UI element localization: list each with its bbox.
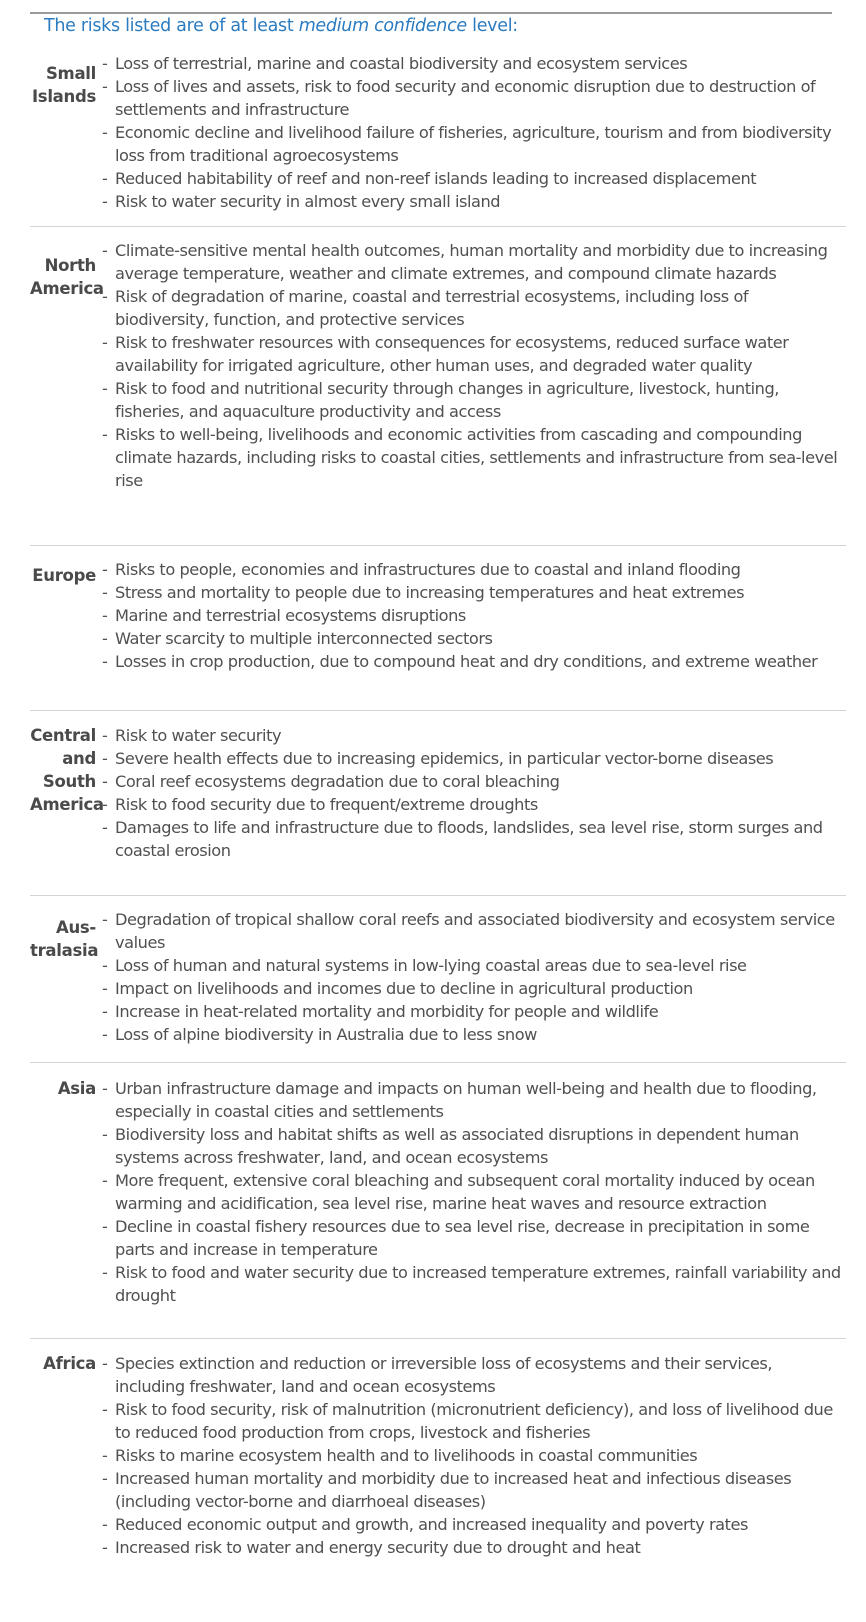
section-asia [30, 1062, 846, 1305]
risk-item: - Risk to food and water security due to increased temperature extremes, rainfall variability and drought [102, 1261, 846, 1307]
risk-item: - Loss of alpine biodiversity in Australia due to less snow [102, 1023, 846, 1046]
region-label-africa [30, 1352, 96, 1375]
risk-item: - Risks to well-being, livelihoods and economic activities from cascading and compounding climate hazards, including risks to coastal cities, settlements and infrastructure from sea-level rise [102, 423, 846, 492]
risk-list-asia [102, 1077, 846, 1307]
risk-item: - Risk of degradation of marine, coastal and terrestrial ecosystems, including loss of biodiversity, function, and protective services [102, 285, 846, 331]
section-africa [30, 1338, 846, 1557]
section-north-america [30, 226, 846, 490]
region-label-line: America [30, 279, 104, 298]
risk-item: - Water scarcity to multiple interconnected sectors [102, 627, 846, 650]
risk-item: - Stress and mortality to people due to increasing temperatures and heat extremes [102, 581, 846, 604]
risk-item: - More frequent, extensive coral bleaching and subsequent coral mortality induced by ocean warming and acidification, sea level rise, marine heat waves and resource extraction [102, 1169, 846, 1215]
region-label-central-south-america [30, 724, 104, 816]
risk-item: - Degradation of tropical shallow coral reefs and associated biodiversity and ecosystem service values [102, 908, 846, 954]
region-label-asia [30, 1077, 96, 1100]
risk-item: - Reduced economic output and growth, and increased inequality and poverty rates [102, 1513, 846, 1536]
risk-item: - Damages to life and infrastructure due to floods, landslides, sea level rise, storm surges and coastal erosion [102, 816, 846, 862]
region-label-line: Asia [57, 1079, 96, 1098]
risk-item: - Impact on livelihoods and incomes due to decline in agricultural production [102, 977, 846, 1000]
section-central-south-america [30, 710, 846, 860]
region-label-line: and [62, 749, 96, 768]
risk-item: - Risk to freshwater resources with consequences for ecosystems, reduced surface water availability for irrigated agriculture, other human uses, and degraded water quality [102, 331, 846, 377]
risk-list-north-america [102, 239, 846, 492]
risk-item: - Risk to water security in almost every small island [102, 190, 846, 213]
section-australasia [30, 895, 846, 1044]
risk-item: - Risk to food and nutritional security through changes in agriculture, livestock, hunting, fisheries, and aquaculture productivity and access [102, 377, 846, 423]
risk-item: - Increase in heat-related mortality and morbidity for people and wildlife [102, 1000, 846, 1023]
risk-item: - Reduced habitability of reef and non-reef islands leading to increased displacement [102, 167, 846, 190]
risk-item: - Risks to people, economies and infrastructures due to coastal and inland flooding [102, 558, 846, 581]
risk-list-small-islands [102, 52, 846, 213]
region-label-line: tralasia [30, 941, 99, 960]
risk-item: - Economic decline and livelihood failure of fisheries, agriculture, tourism and from biodiversity loss from traditional agroecosystems [102, 121, 846, 167]
risk-item: - Severe health effects due to increasing epidemics, in particular vector-borne diseases [102, 747, 846, 770]
risk-item: - Marine and terrestrial ecosystems disruptions [102, 604, 846, 627]
region-label-line: Small [45, 64, 96, 83]
risk-item: - Biodiversity loss and habitat shifts as well as associated disruptions in dependent human systems across freshwater, land, and ocean ecosystems [102, 1123, 846, 1169]
region-label-line: Aus- [56, 918, 96, 937]
region-label-line: America [30, 795, 104, 814]
region-label-line: South [42, 772, 96, 791]
risk-item: - Increased human mortality and morbidity due to increased heat and infectious diseases (including vector-borne and diarrhoeal diseases) [102, 1467, 846, 1513]
region-label-line: Europe [32, 566, 96, 585]
region-label-north-america [30, 254, 104, 300]
region-label-line: North [44, 256, 96, 275]
confidence-note-prefix: The risks listed are of at least [44, 16, 299, 36]
region-label-small-islands [30, 62, 96, 108]
risk-item: - Risks to marine ecosystem health and to livelihoods in coastal communities [102, 1444, 846, 1467]
risk-item: - Climate-sensitive mental health outcomes, human mortality and morbidity due to increasing average temperature, weather and climate extremes, and compound climate hazards [102, 239, 846, 285]
risk-item: - Losses in crop production, due to compound heat and dry conditions, and extreme weather [102, 650, 846, 673]
region-label-line: Africa [43, 1354, 96, 1373]
risk-item: - Decline in coastal fishery resources due to sea level rise, decrease in precipitation in some parts and increase in temperature [102, 1215, 846, 1261]
risk-item: - Species extinction and reduction or irreversible loss of ecosystems and their services, including freshwater, land and ocean ecosystems [102, 1352, 846, 1398]
risk-list-africa [102, 1352, 846, 1559]
risk-item: - Risk to water security [102, 724, 846, 747]
risk-list-central-south-america [102, 724, 846, 862]
confidence-note-emphasis: medium confidence [298, 16, 467, 36]
region-label-europe [30, 564, 96, 587]
risk-list-australasia [102, 908, 846, 1046]
risk-item: - Increased risk to water and energy security due to drought and heat [102, 1536, 846, 1559]
confidence-note-suffix: level: [466, 16, 518, 36]
top-rule [30, 12, 832, 14]
section-europe [30, 545, 846, 671]
risk-item: - Loss of terrestrial, marine and coastal biodiversity and ecosystem services [102, 52, 846, 75]
risk-item: - Coral reef ecosystems degradation due to coral bleaching [102, 770, 846, 793]
region-label-line: Islands [31, 87, 96, 106]
risk-item: - Loss of lives and assets, risk to food security and economic disruption due to destruction of settlements and infrastructure [102, 75, 846, 121]
risk-list-europe [102, 558, 846, 673]
region-label-line: Central [30, 726, 96, 745]
risk-item: - Loss of human and natural systems in low-lying coastal areas due to sea-level rise [102, 954, 846, 977]
risk-item: - Risk to food security, risk of malnutrition (micronutrient deficiency), and loss of livelihood due to reduced food production from crops, livestock and fisheries [102, 1398, 846, 1444]
risk-item: - Risk to food security due to frequent/extreme droughts [102, 793, 846, 816]
confidence-note [44, 16, 518, 36]
region-label-australasia [30, 916, 99, 962]
risk-item: - Urban infrastructure damage and impacts on human well-being and health due to flooding, especially in coastal cities and settlements [102, 1077, 846, 1123]
